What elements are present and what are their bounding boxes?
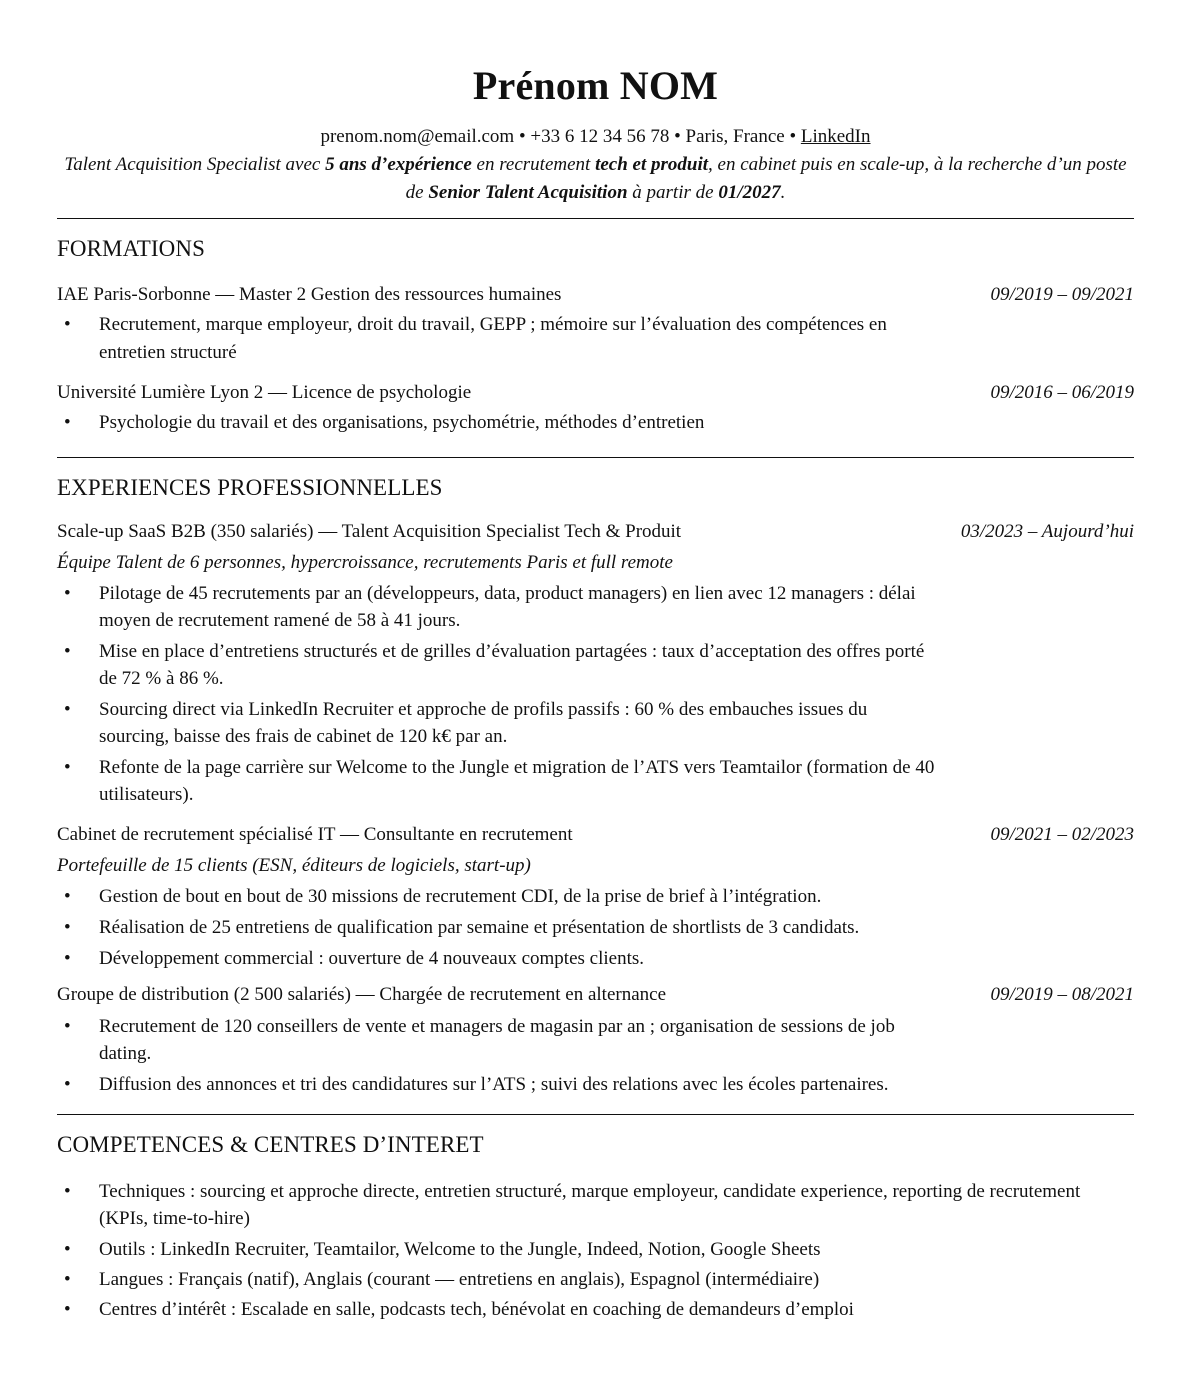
section-divider bbox=[57, 218, 1134, 219]
list-item: • Sourcing direct via LinkedIn Recruiter et approche de profils passifs : 60 % des embauches issues du sourcing, baisse des frais de cabinet de 120 k€ par an. bbox=[57, 696, 1134, 750]
entry-dates: 03/2023 – Aujourd’hui bbox=[960, 521, 1134, 542]
list-item: • Gestion de bout en bout de 30 missions de recrutement CDI, de la prise de brief à l’intégration. bbox=[57, 883, 1134, 910]
formation-entry bbox=[57, 282, 1134, 367]
section-title: EXPERIENCES PROFESSIONNELLES bbox=[57, 475, 443, 500]
section-skills bbox=[57, 1130, 1134, 1323]
summary-emphasis: Senior Talent Acquisition bbox=[428, 182, 628, 203]
contact-line bbox=[57, 124, 1134, 150]
summary-text: en recrutement bbox=[471, 154, 596, 175]
experience-entry bbox=[57, 822, 1134, 972]
entry-header bbox=[57, 519, 1134, 545]
entry-header bbox=[57, 282, 1134, 308]
list-item: • Mise en place d’entretiens structurés et de grilles d’évaluation partagées : taux d’acceptation des offres porté de 72 % à 86 %. bbox=[57, 638, 1134, 692]
list-item: • Recrutement, marque employeur, droit du travail, GEPP ; mémoire sur l’évaluation des compétences en entretien structuré bbox=[57, 311, 1134, 367]
experience-entry bbox=[57, 519, 1134, 808]
list-item: • Développement commercial : ouverture de 4 nouveaux comptes clients. bbox=[57, 945, 1134, 972]
summary-text: à partir de bbox=[627, 182, 719, 203]
contact-separator: • bbox=[514, 126, 531, 147]
section-divider bbox=[57, 457, 1134, 458]
entry-dates: 09/2016 – 06/2019 bbox=[990, 382, 1134, 403]
contact-separator: • bbox=[784, 126, 801, 147]
entry-bullets bbox=[57, 580, 1134, 808]
summary-emphasis: 5 ans d’expérience bbox=[325, 154, 472, 175]
contact-email[interactable]: prenom.nom@email.com bbox=[320, 126, 515, 147]
section-title: COMPETENCES & CENTRES D’INTERET bbox=[57, 1132, 484, 1157]
summary-emphasis: tech et produit bbox=[595, 154, 709, 175]
section-title: FORMATIONS bbox=[57, 236, 205, 261]
entry-header bbox=[57, 982, 1134, 1008]
cv-name: Prénom NOM bbox=[472, 63, 719, 108]
experience-entry bbox=[57, 982, 1134, 1098]
skills-bullets bbox=[57, 1178, 1134, 1323]
summary-emphasis: 01/2027 bbox=[718, 182, 781, 203]
entry-dates: 09/2019 – 08/2021 bbox=[990, 984, 1134, 1005]
contact-separator: • bbox=[669, 126, 686, 147]
entry-heading: Groupe de distribution (2 500 salariés) — Chargée de recrutement en alternance bbox=[57, 984, 667, 1005]
section-divider bbox=[57, 1114, 1134, 1115]
summary-text: Talent Acquisition Specialist avec bbox=[64, 154, 326, 175]
list-item: • Réalisation de 25 entretiens de qualification par semaine et présentation de shortlists de 3 candidats. bbox=[57, 914, 1134, 941]
entry-dates: 09/2019 – 09/2021 bbox=[990, 284, 1134, 305]
entry-heading: Scale-up SaaS B2B (350 salariés) — Talent Acquisition Specialist Tech & Produit bbox=[57, 521, 682, 542]
entry-bullets bbox=[57, 1013, 1134, 1098]
list-item: • Recrutement de 120 conseillers de vente et managers de magasin par an ; organisation de sessions de job dating. bbox=[57, 1013, 1134, 1067]
list-item: • Refonte de la page carrière sur Welcome to the Jungle et migration de l’ATS vers Teamtailor (formation de 40 utilisateurs). bbox=[57, 754, 1134, 808]
entry-subtitle: Portefeuille de 15 clients (ESN, éditeurs de logiciels, start-up) bbox=[57, 855, 531, 876]
entry-bullets bbox=[57, 883, 1134, 972]
list-item: • Langues : Français (natif), Anglais (courant — entretiens en anglais), Espagnol (intermédiaire) bbox=[57, 1266, 1134, 1293]
entry-heading: IAE Paris-Sorbonne — Master 2 Gestion des ressources humaines bbox=[57, 284, 562, 305]
profile-summary bbox=[57, 151, 1134, 207]
contact-phone[interactable]: +33 6 12 34 56 78 bbox=[530, 126, 670, 147]
list-item: • Pilotage de 45 recrutements par an (développeurs, data, product managers) en lien avec 12 managers : délai moyen de recrutement ramené de 58 à 41 jours. bbox=[57, 580, 1134, 634]
section-formations bbox=[57, 234, 1134, 437]
cv-header bbox=[57, 58, 1134, 207]
entry-header bbox=[57, 822, 1134, 848]
entry-header bbox=[57, 380, 1134, 406]
section-experiences bbox=[57, 473, 1134, 1098]
entry-bullets bbox=[57, 311, 1134, 367]
list-item: • Outils : LinkedIn Recruiter, Teamtailor, Welcome to the Jungle, Indeed, Notion, Google Sheets bbox=[57, 1236, 1134, 1263]
entry-subtitle: Équipe Talent de 6 personnes, hypercroissance, recrutements Paris et full remote bbox=[57, 552, 673, 573]
list-item: • Diffusion des annonces et tri des candidatures sur l’ATS ; suivi des relations avec les écoles partenaires. bbox=[57, 1071, 1134, 1098]
list-item: • Centres d’intérêt : Escalade en salle, podcasts tech, bénévolat en coaching de demandeurs d’emploi bbox=[57, 1296, 1134, 1323]
linkedin-link[interactable]: LinkedIn bbox=[800, 126, 871, 147]
list-item: • Techniques : sourcing et approche directe, entretien structuré, marque employeur, candidate experience, reporting de recrutement (KPIs, time-to-hire) bbox=[57, 1178, 1134, 1232]
entry-heading: Cabinet de recrutement spécialisé IT — Consultante en recrutement bbox=[57, 824, 573, 845]
entry-dates: 09/2021 – 02/2023 bbox=[990, 824, 1134, 845]
entry-bullets bbox=[57, 409, 1134, 437]
summary-text: . bbox=[780, 182, 786, 203]
formation-entry bbox=[57, 380, 1134, 437]
contact-location: Paris, France bbox=[685, 126, 785, 147]
entry-heading: Université Lumière Lyon 2 — Licence de psychologie bbox=[57, 382, 472, 403]
list-item: • Psychologie du travail et des organisations, psychométrie, méthodes d’entretien bbox=[57, 409, 1134, 437]
summary-text: , en cabinet puis en scale-up, à la recherche d’un poste de bbox=[405, 154, 1127, 203]
